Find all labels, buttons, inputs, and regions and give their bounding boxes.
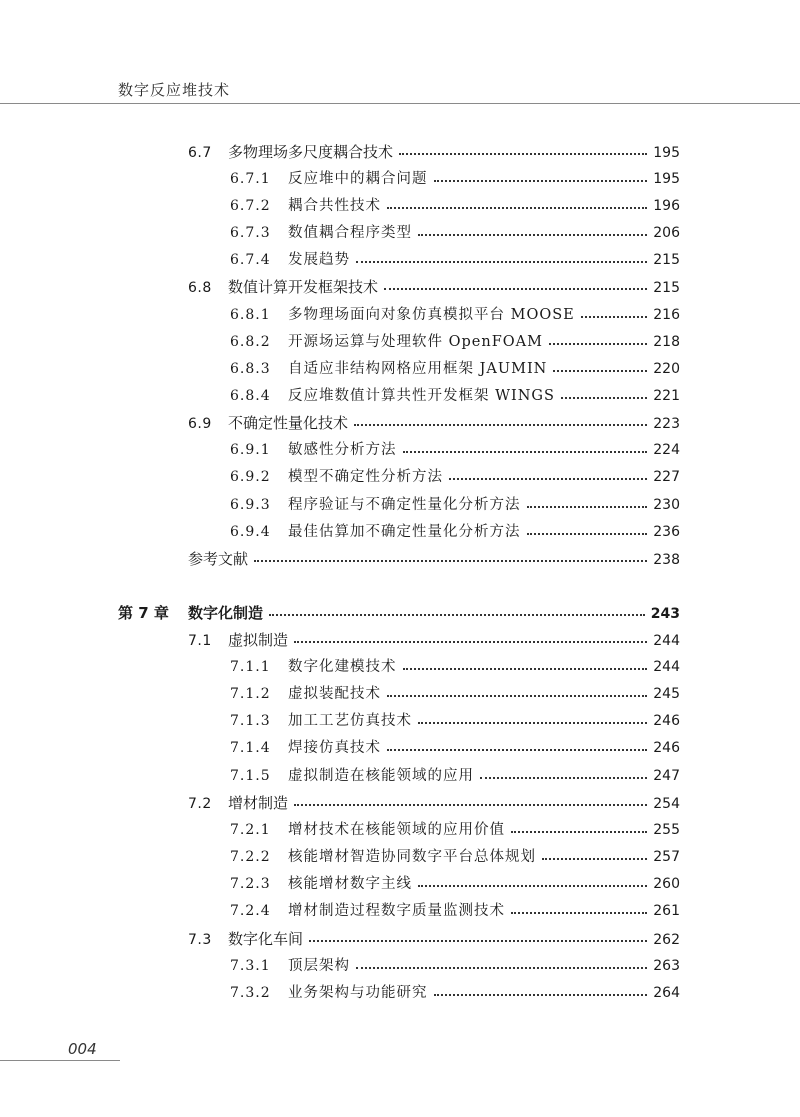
toc-entry-title: 反应堆中的耦合问题: [288, 171, 428, 187]
toc-dot-leader: [403, 451, 648, 453]
toc-entry-page: 223: [653, 416, 680, 432]
toc-entry[interactable]: [230, 735, 680, 761]
toc-dot-leader: [399, 153, 647, 155]
toc-entry-title: 顶层架构: [288, 958, 350, 974]
toc-dot-leader: [561, 397, 647, 399]
toc-dot-leader: [384, 288, 647, 290]
toc-entry-number: 6.8.4: [230, 388, 271, 404]
toc-entry-number: 7.1.5: [230, 768, 271, 784]
toc-entry-title: 加工工艺仿真技术: [288, 713, 412, 729]
footer-divider: [0, 1060, 120, 1061]
toc-entry-page: 247: [653, 768, 680, 784]
toc-dot-leader: [387, 695, 647, 697]
toc-entry[interactable]: [230, 492, 680, 518]
toc-dot-leader: [511, 912, 647, 914]
toc-entry[interactable]: [230, 247, 680, 273]
toc-entry-title: 核能增材智造协同数字平台总体规划: [288, 849, 536, 865]
toc-entry-number: 7.2: [188, 796, 212, 812]
toc-entry-title: 多物理场面向对象仿真模拟平台 MOOSE: [288, 307, 575, 323]
toc-entry-number: 6.8.3: [230, 361, 271, 377]
toc-entry-number: 7.1.2: [230, 686, 271, 702]
toc-entry[interactable]: [230, 302, 680, 328]
toc-dot-leader: [356, 967, 647, 969]
toc-entry[interactable]: [230, 844, 680, 870]
toc-entry-number: 6.8.2: [230, 334, 271, 350]
toc-entry-number: 6.9: [188, 416, 212, 432]
toc-dot-leader: [254, 560, 647, 562]
toc-entry-number: 7.2.1: [230, 822, 271, 838]
toc-dot-leader: [581, 316, 648, 318]
toc-entry-number: 7.3: [188, 932, 212, 948]
toc-entry-page: 255: [653, 822, 680, 838]
toc-entry[interactable]: [230, 898, 680, 924]
toc-entry[interactable]: [230, 166, 680, 192]
toc-entry-page: 220: [653, 361, 680, 377]
toc-dot-leader: [542, 858, 647, 860]
toc-entry-title: 数字化制造: [188, 604, 264, 622]
toc-dot-leader: [354, 424, 647, 426]
toc-entry-page: 224: [653, 442, 680, 458]
toc-entry-page: 246: [653, 713, 680, 729]
toc-entry-number: 7.3.1: [230, 958, 271, 974]
toc-entry-number: 7.1: [188, 633, 212, 649]
toc-entry-page: 244: [653, 659, 680, 675]
header-divider: [0, 103, 800, 104]
toc-entry[interactable]: [230, 817, 680, 843]
toc-entry-title: 耦合共性技术: [288, 198, 381, 214]
toc-entry[interactable]: [230, 356, 680, 382]
toc-entry-page: 261: [653, 903, 680, 919]
toc-entry[interactable]: [188, 546, 680, 572]
toc-dot-leader: [434, 180, 648, 182]
toc-entry-page: 238: [653, 552, 680, 568]
toc-dot-leader: [387, 207, 647, 209]
toc-entry-page: 195: [653, 171, 680, 187]
toc-entry-title: 数字化建模技术: [288, 659, 397, 675]
toc-entry[interactable]: [230, 871, 680, 897]
toc-dot-leader: [527, 506, 648, 508]
toc-entry[interactable]: [230, 329, 680, 355]
page-number: 004: [68, 1040, 97, 1058]
toc-dot-leader: [553, 370, 647, 372]
toc-dot-leader: [511, 831, 647, 833]
toc-entry-title: 虚拟装配技术: [288, 686, 381, 702]
toc-dot-leader: [269, 614, 645, 616]
toc-dot-leader: [403, 668, 648, 670]
toc-entry-number: 6.9.1: [230, 442, 271, 458]
toc-entry-title: 增材制造过程数字质量监测技术: [288, 903, 505, 919]
toc-entry[interactable]: [188, 274, 680, 300]
toc-entry-number: 6.7: [188, 145, 212, 161]
toc-dot-leader: [294, 641, 647, 643]
toc-entry-title: 敏感性分析方法: [288, 442, 397, 458]
toc-entry[interactable]: [230, 437, 680, 463]
toc-entry-number: 7.2.2: [230, 849, 271, 865]
toc-entry-page: 230: [653, 497, 680, 513]
toc-entry[interactable]: [230, 708, 680, 734]
toc-entry-title: 业务架构与功能研究: [288, 985, 428, 1001]
toc-entry-page: 216: [653, 307, 680, 323]
toc-entry-number: 7.1.1: [230, 659, 271, 675]
toc-entry-title: 增材制造: [228, 794, 289, 812]
toc-entry-page: 244: [653, 633, 680, 649]
toc-entry-title: 多物理场多尺度耦合技术: [228, 143, 394, 161]
toc-entry-title: 最佳估算加不确定性量化分析方法: [288, 524, 521, 540]
toc-dot-leader: [418, 722, 647, 724]
toc-entry-number: 7.3.2: [230, 985, 271, 1001]
toc-entry-page: 260: [653, 876, 680, 892]
toc-dot-leader: [418, 885, 647, 887]
toc-entry[interactable]: [188, 410, 680, 436]
toc-entry-page: 215: [653, 280, 680, 296]
toc-entry-number: 7.2.4: [230, 903, 271, 919]
toc-entry-number: 第 7 章: [118, 604, 169, 622]
toc-dot-leader: [387, 749, 647, 751]
toc-entry-title: 开源场运算与处理软件 OpenFOAM: [288, 334, 543, 350]
toc-entry-page: 236: [653, 524, 680, 540]
toc-entry[interactable]: [230, 763, 680, 789]
toc-entry[interactable]: [230, 519, 680, 545]
toc-entry[interactable]: [118, 600, 680, 626]
toc-entry-page: 254: [653, 796, 680, 812]
toc-dot-leader: [527, 533, 648, 535]
toc-entry-title: 核能增材数字主线: [288, 876, 412, 892]
toc-entry-number: 7.2.3: [230, 876, 271, 892]
toc-entry-page: 257: [653, 849, 680, 865]
toc-dot-leader: [449, 478, 647, 480]
toc-dot-leader: [549, 343, 647, 345]
toc-entry-number: 6.8.1: [230, 307, 271, 323]
toc-entry-page: 264: [653, 985, 680, 1001]
toc-entry-number: 6.8: [188, 280, 212, 296]
toc-dot-leader: [434, 994, 648, 996]
toc-entry[interactable]: [230, 464, 680, 490]
toc-entry[interactable]: [230, 681, 680, 707]
toc-entry-title: 不确定性量化技术: [228, 414, 349, 432]
toc-entry[interactable]: [230, 383, 680, 409]
toc-entry-page: 262: [653, 932, 680, 948]
toc-entry[interactable]: [230, 220, 680, 246]
toc-dot-leader: [418, 234, 647, 236]
toc-entry-page: 218: [653, 334, 680, 350]
toc-entry-number: 6.7.1: [230, 171, 271, 187]
toc-entry-title: 虚拟制造在核能领域的应用: [288, 768, 474, 784]
toc-entry[interactable]: [188, 790, 680, 816]
toc-entry[interactable]: [230, 193, 680, 219]
toc-entry-page: 263: [653, 958, 680, 974]
toc-entry[interactable]: [188, 627, 680, 653]
toc-entry-title: 虚拟制造: [228, 631, 289, 649]
toc-entry-number: 6.7.4: [230, 252, 271, 268]
running-header-title: 数字反应堆技术: [118, 81, 231, 99]
toc-entry-title: 数值耦合程序类型: [288, 225, 412, 241]
toc-entry-title: 模型不确定性分析方法: [288, 469, 443, 485]
toc-entry-number: 7.1.4: [230, 740, 271, 756]
toc-entry-page: 215: [653, 252, 680, 268]
toc-entry-title: 自适应非结构网格应用框架 JAUMIN: [288, 361, 548, 377]
toc-entry-title: 反应堆数值计算共性开发框架 WINGS: [288, 388, 555, 404]
toc-entry-number: 7.1.3: [230, 713, 271, 729]
toc-entry-page: 221: [653, 388, 680, 404]
toc-dot-leader: [356, 261, 647, 263]
toc-entry-title: 增材技术在核能领域的应用价值: [288, 822, 505, 838]
toc-entry-number: 6.9.3: [230, 497, 271, 513]
toc-entry-page: 195: [653, 145, 680, 161]
toc-entry-page: 243: [650, 606, 680, 622]
toc-entry-number: 6.9.4: [230, 524, 271, 540]
toc-entry-number: 6.7.2: [230, 198, 271, 214]
toc-entry-title: 程序验证与不确定性量化分析方法: [288, 497, 521, 513]
toc-entry-title: 数值计算开发框架技术: [228, 278, 379, 296]
toc-entry-title: 焊接仿真技术: [288, 740, 381, 756]
toc-entry-title: 参考文献: [188, 550, 249, 568]
toc-entry-number: 6.9.2: [230, 469, 271, 485]
toc-dot-leader: [294, 804, 647, 806]
toc-dot-leader: [480, 777, 647, 779]
toc-entry[interactable]: [230, 980, 680, 1006]
toc-entry[interactable]: [188, 139, 680, 165]
toc-dot-leader: [309, 940, 647, 942]
toc-entry-page: 246: [653, 740, 680, 756]
toc-entry-page: 196: [653, 198, 680, 214]
toc-entry[interactable]: [230, 654, 680, 680]
toc-entry-page: 227: [653, 469, 680, 485]
toc-entry-title: 发展趋势: [288, 252, 350, 268]
toc-entry-page: 206: [653, 225, 680, 241]
toc-entry-number: 6.7.3: [230, 225, 271, 241]
toc-entry-title: 数字化车间: [228, 930, 304, 948]
toc-entry[interactable]: [188, 926, 680, 952]
toc-entry-page: 245: [653, 686, 680, 702]
toc-entry[interactable]: [230, 953, 680, 979]
